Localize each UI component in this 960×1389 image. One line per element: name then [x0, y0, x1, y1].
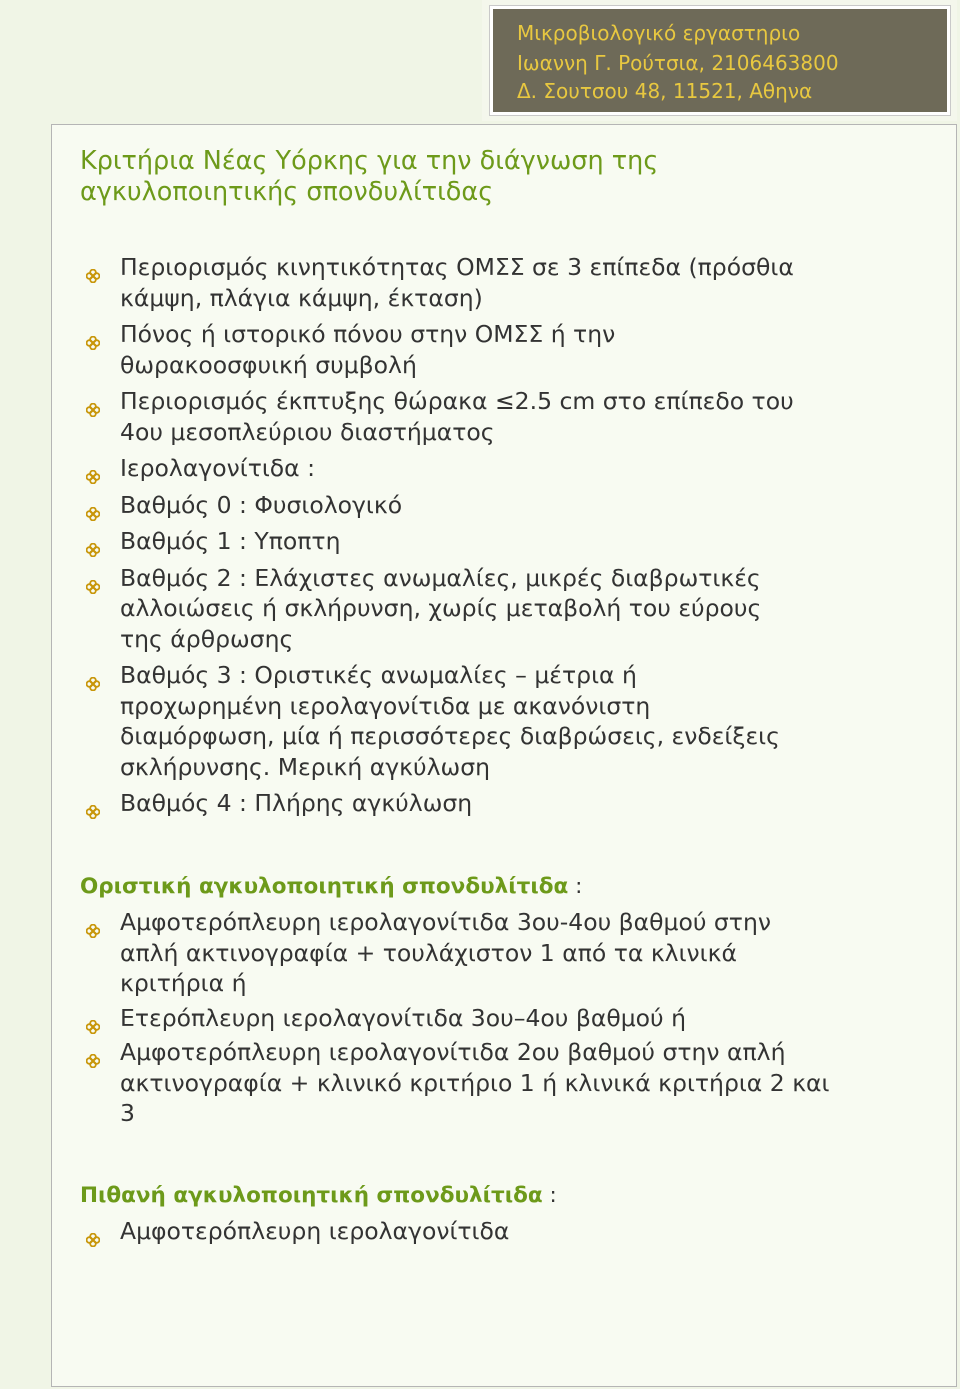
- list-item-line: ακτινογραφία + κλινικό κριτήριο 1 ή κλινικά κριτήρια 2 και: [120, 1068, 830, 1097]
- criteria-list: [86, 252, 794, 819]
- list-item-line: Βαθμός 1 : Υποπτη: [120, 527, 341, 555]
- lab-address: Δ. Σουτσου 48, 11521, Αθηνα: [517, 79, 813, 103]
- list-item-line: 4ου μεσοπλεύριου διαστήματος: [120, 417, 495, 446]
- list-item: [86, 563, 794, 655]
- flower-bullet-icon: [86, 394, 100, 408]
- flower-bullet-icon: [86, 260, 100, 274]
- flower-bullet-icon: [86, 668, 100, 682]
- list-item-line: Περιορισμός έκπτυξης θώρακα ≤2.5 cm στο επίπεδο του: [120, 387, 794, 415]
- list-item: [86, 319, 794, 380]
- list-item-line: Αμφοτερόπλευρη ιερολαγονίτιδα: [120, 1217, 510, 1245]
- list-item-line: Βαθμός 4 : Πλήρης αγκύλωση: [120, 789, 473, 817]
- probable-list: [86, 1216, 509, 1247]
- list-item: [86, 907, 830, 999]
- definite-heading: [80, 873, 582, 901]
- lab-header-panel: [490, 6, 950, 115]
- flower-bullet-icon: [86, 915, 100, 929]
- page-title-line-2: αγκυλοποιητικής σπονδυλίτιδας: [80, 177, 494, 207]
- probable-heading-colon: :: [542, 1183, 557, 1208]
- list-item-line: Περιορισμός κινητικότητας ΟΜΣΣ σε 3 επίπεδα (πρόσθια: [120, 253, 794, 281]
- list-item-line: αλλοιώσεις ή σκλήρυνση, χωρίς μεταβολή του εύρους: [120, 594, 762, 622]
- list-item-line: 3: [120, 1099, 135, 1127]
- list-item: [86, 1216, 509, 1247]
- lab-contact: Ιωαννη Γ. Ρούτσια, 2106463800: [517, 51, 839, 75]
- flower-bullet-icon: [86, 1045, 100, 1059]
- list-item: [86, 453, 794, 484]
- list-item-line: σκλήρυνσης. Μερική αγκύλωση: [120, 752, 490, 781]
- definite-heading-text: Οριστική αγκυλοποιητική σπονδυλίτιδα: [80, 874, 569, 899]
- list-item-line: Αμφοτερόπλευρη ιερολαγονίτιδα 3ου-4ου βαθμού στην: [120, 908, 771, 936]
- probable-heading: [80, 1182, 557, 1210]
- probable-heading-text: Πιθανή αγκυλοποιητική σπονδυλίτιδα: [80, 1183, 543, 1208]
- list-item-line: κάμψη, πλάγια κάμψη, έκταση): [120, 283, 483, 312]
- list-item: [86, 1003, 830, 1034]
- flower-bullet-icon: [86, 461, 100, 475]
- definite-list: [86, 907, 830, 1129]
- list-item-line: κριτήρια ή: [120, 969, 247, 997]
- page-title-line-1: Κριτήρια Νέας Υόρκης για την διάγνωση της: [80, 146, 659, 176]
- list-item: [86, 788, 794, 819]
- flower-bullet-icon: [86, 1224, 100, 1238]
- flower-bullet-icon: [86, 534, 100, 548]
- list-item-line: Βαθμός 2 : Ελάχιστες ανωμαλίες, μικρές διαβρωτικές: [120, 563, 761, 592]
- list-item-line: προχωρημένη ιερολαγονίτιδα με ακανόνιστη: [120, 691, 651, 720]
- list-item: [86, 1037, 830, 1129]
- list-item: [86, 490, 794, 521]
- flower-bullet-icon: [86, 327, 100, 341]
- list-item-line: Πόνος ή ιστορικό πόνου στην ΟΜΣΣ ή την: [120, 320, 616, 348]
- flower-bullet-icon: [86, 498, 100, 512]
- list-item: [86, 252, 794, 313]
- lab-name: Μικροβιολογικό εργαστηριο: [517, 21, 801, 45]
- list-item-line: Αμφοτερόπλευρη ιερολαγονίτιδα 2ου βαθμού στην απλή: [120, 1038, 786, 1066]
- lab-header: [482, 0, 957, 121]
- list-item: [86, 526, 794, 557]
- list-item: [86, 660, 794, 782]
- list-item-line: Βαθμός 3 : Οριστικές ανωμαλίες – μέτρια ή: [120, 661, 637, 689]
- page-title: [80, 146, 780, 208]
- list-item-line: θωρακοοσφυική συμβολή: [120, 350, 417, 379]
- flower-bullet-icon: [86, 796, 100, 810]
- list-item: [86, 386, 794, 447]
- list-item-line: διαμόρφωση, μία ή περισσότερες διαβρώσεις, ενδείξεις: [120, 722, 780, 750]
- list-item-line: Βαθμός 0 : Φυσιολογικό: [120, 490, 403, 519]
- definite-heading-colon: :: [568, 874, 583, 899]
- flower-bullet-icon: [86, 571, 100, 585]
- flower-bullet-icon: [86, 1011, 100, 1025]
- list-item-line: Ιερολαγονίτιδα :: [120, 454, 316, 482]
- list-item-line: της άρθρωσης: [120, 624, 294, 653]
- list-item-line: απλή ακτινογραφία + τουλάχιστον 1 από τα κλινικά: [120, 938, 737, 967]
- list-item-line: Ετερόπλευρη ιερολαγονίτιδα 3ου–4ου βαθμού ή: [120, 1003, 687, 1032]
